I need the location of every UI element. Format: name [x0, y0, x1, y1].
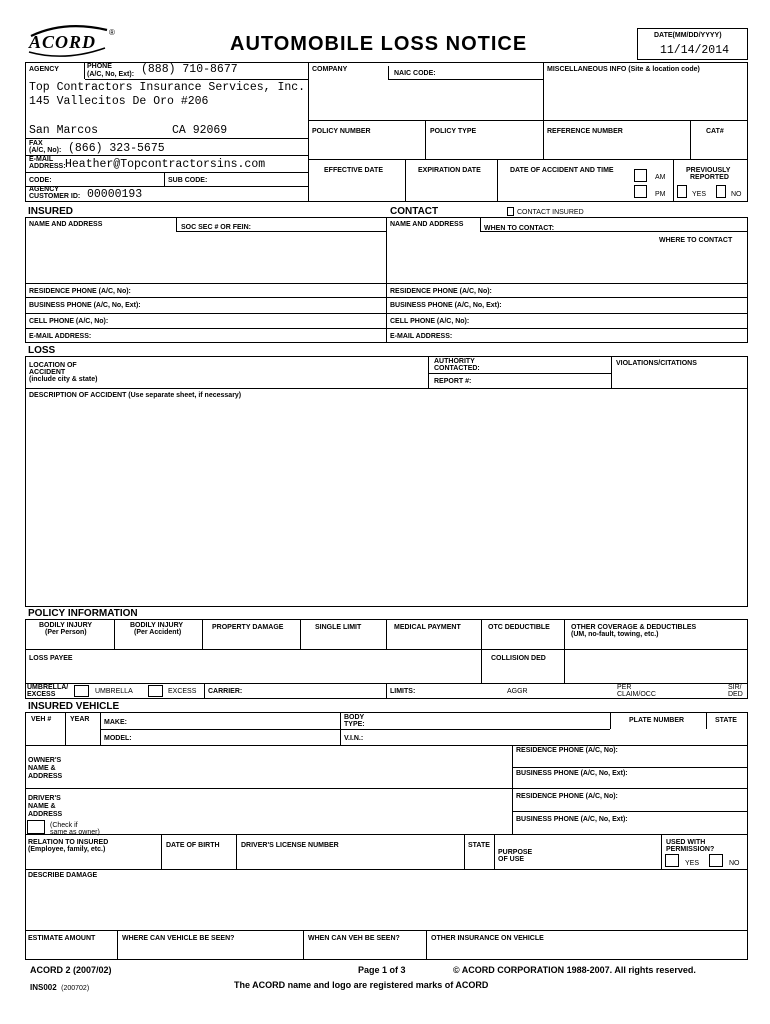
- umbrella-checkbox[interactable]: [74, 685, 89, 697]
- policy-type-label[interactable]: POLICY TYPE: [430, 128, 477, 135]
- permission-yes-label: YES: [685, 860, 700, 867]
- contact-insured-label: CONTACT INSURED: [517, 209, 584, 216]
- bi-person-label-1[interactable]: BODILY INJURY: [39, 622, 93, 629]
- agency-city[interactable]: San Marcos: [29, 124, 99, 137]
- bi-accident-label-2: (Per Accident): [134, 629, 182, 636]
- agency-phone[interactable]: (888) 710-8677: [141, 63, 238, 76]
- umbrella-label: UMBRELLA: [95, 688, 133, 695]
- owner-label-3: ADDRESS: [28, 773, 63, 780]
- medical-payment-label[interactable]: MEDICAL PAYMENT: [394, 624, 461, 631]
- insured-residence-phone-label[interactable]: RESIDENCE PHONE (A/C, No):: [29, 288, 131, 295]
- form-title: AUTOMOBILE LOSS NOTICE: [230, 33, 528, 55]
- contact-email-label[interactable]: E-MAIL ADDRESS:: [390, 333, 453, 340]
- agency-fax[interactable]: (866) 323-5675: [68, 142, 165, 155]
- policy-info-section-title: POLICY INFORMATION: [28, 608, 138, 619]
- owner-residence-phone-label[interactable]: RESIDENCE PHONE (A/C, No):: [516, 747, 618, 754]
- pm-label: PM: [655, 191, 666, 198]
- logo-text: ACORD: [29, 32, 97, 52]
- owner-label-1[interactable]: OWNER'S: [28, 757, 62, 764]
- vin-label[interactable]: V.I.N.:: [344, 735, 364, 742]
- insured-name-address-label[interactable]: NAME AND ADDRESS: [29, 221, 103, 228]
- agency-customer-id[interactable]: 00000193: [87, 188, 143, 201]
- insured-section-title: INSURED: [28, 206, 74, 217]
- expiration-date-label[interactable]: EXPIRATION DATE: [418, 167, 481, 174]
- body-type-label-1[interactable]: BODY: [344, 714, 365, 721]
- vehicle-section-title: INSURED VEHICLE: [28, 701, 120, 712]
- relation-label-2: (Employee, family, etc.): [28, 846, 106, 853]
- license-number-label[interactable]: DRIVER'S LICENSE NUMBER: [241, 842, 339, 849]
- fax-label-1: FAX: [29, 140, 43, 147]
- location-label-2: ACCIDENT: [29, 369, 66, 376]
- footer-trademark: The ACORD name and logo are registered marks of ACORD: [234, 980, 489, 990]
- sir-ded-label-2: DED: [728, 691, 743, 698]
- date-label: DATE(MM/DD/YYYY): [654, 32, 722, 39]
- location-label-3: (include city & state): [29, 376, 98, 383]
- used-with-label-2: PERMISSION?: [666, 846, 715, 853]
- agency-address[interactable]: 145 Vallecitos De Oro #206: [29, 95, 209, 108]
- body-type-label-2: TYPE:: [344, 721, 365, 728]
- contact-section-title: CONTACT: [390, 206, 439, 217]
- single-limit-label[interactable]: SINGLE LIMIT: [315, 624, 362, 631]
- footer-form-id: ACORD 2 (2007/02): [30, 965, 112, 975]
- agency-phone-label-2: (A/C, No, Ext):: [87, 71, 135, 78]
- when-seen-label[interactable]: WHEN CAN VEH BE SEEN?: [308, 935, 400, 942]
- effective-date-label[interactable]: EFFECTIVE DATE: [324, 167, 383, 174]
- same-as-owner-checkbox[interactable]: [27, 820, 45, 834]
- policy-number-label[interactable]: POLICY NUMBER: [312, 128, 371, 135]
- pm-checkbox[interactable]: [634, 185, 647, 198]
- estimate-amount-label[interactable]: ESTIMATE AMOUNT: [28, 935, 96, 942]
- location-label-1[interactable]: LOCATION OF: [29, 362, 77, 369]
- other-insurance-label[interactable]: OTHER INSURANCE ON VEHICLE: [431, 935, 544, 942]
- footer-ins-id: INS002: [30, 983, 57, 992]
- property-damage-label[interactable]: PROPERTY DAMAGE: [212, 624, 284, 631]
- date-field[interactable]: 11/14/2014: [660, 44, 730, 57]
- agency-phone-label-1: PHONE: [87, 63, 112, 70]
- footer-ins-code: [30, 977, 89, 995]
- when-to-contact-label[interactable]: WHEN TO CONTACT:: [484, 225, 555, 232]
- date-of-accident-label[interactable]: DATE OF ACCIDENT AND TIME: [510, 167, 614, 174]
- vehicle-box: [25, 712, 748, 960]
- misc-info-label: MISCELLANEOUS INFO (Site & location code): [547, 66, 700, 73]
- umbrella-excess-label-2: EXCESS: [27, 691, 56, 698]
- bi-person-label-2: (Per Person): [45, 629, 87, 636]
- am-label: AM: [655, 174, 666, 181]
- plate-number-label[interactable]: PLATE NUMBER: [629, 717, 685, 724]
- customer-id-label-1: AGENCY: [29, 186, 59, 193]
- email-label-2: ADDRESS:: [29, 163, 66, 170]
- contact-name-address-label[interactable]: NAME AND ADDRESS: [390, 221, 464, 228]
- contact-residence-phone-label[interactable]: RESIDENCE PHONE (A/C, No):: [390, 288, 492, 295]
- previously-reported-label-2: REPORTED: [690, 174, 729, 181]
- authority-label-2[interactable]: CONTACTED:: [434, 365, 480, 372]
- bi-accident-label-1[interactable]: BODILY INJURY: [130, 622, 184, 629]
- insured-cell-phone-label[interactable]: CELL PHONE (A/C, No):: [29, 318, 109, 325]
- description-label[interactable]: DESCRIPTION OF ACCIDENT (Use separate sheet, if necessary): [29, 392, 242, 399]
- logo-registered-mark: ®: [109, 28, 115, 37]
- footer-copyright: © ACORD CORPORATION 1988-2007. All rights reserved.: [453, 965, 696, 975]
- previously-no-label: NO: [731, 191, 742, 198]
- other-coverage-label-2: (UM, no-fault, towing, etc.): [571, 631, 659, 638]
- otc-deductible-label[interactable]: OTC DEDUCTIBLE: [488, 624, 550, 631]
- soc-sec-label[interactable]: SOC SEC # OR FEIN:: [181, 224, 252, 231]
- model-label[interactable]: MODEL:: [104, 735, 132, 742]
- company-label: COMPANY: [312, 66, 348, 73]
- collision-ded-label[interactable]: COLLISION DED: [491, 655, 546, 662]
- authority-label-1: AUTHORITY: [434, 358, 475, 365]
- cat-number-label[interactable]: CAT#: [706, 128, 724, 135]
- contact-cell-phone-label[interactable]: CELL PHONE (A/C, No):: [390, 318, 470, 325]
- violations-label[interactable]: VIOLATIONS/CITATIONS: [616, 360, 697, 367]
- previously-reported-label-1: PREVIOUSLY: [686, 167, 731, 174]
- reference-number-label[interactable]: REFERENCE NUMBER: [547, 128, 623, 135]
- subcode-label: SUB CODE:: [168, 177, 208, 184]
- previously-yes-checkbox[interactable]: [677, 185, 687, 198]
- where-to-contact-label[interactable]: WHERE TO CONTACT: [659, 237, 733, 244]
- where-seen-label[interactable]: WHERE CAN VEHICLE BE SEEN?: [122, 935, 235, 942]
- veh-number-label[interactable]: VEH #: [31, 716, 52, 723]
- acord-logo: [25, 22, 125, 58]
- insured-email-label[interactable]: E-MAIL ADDRESS:: [29, 333, 92, 340]
- agency-name[interactable]: Top Contractors Insurance Services, Inc.: [29, 81, 306, 94]
- driver-business-phone-label[interactable]: BUSINESS PHONE (A/C, No, Ext):: [516, 816, 628, 823]
- make-label[interactable]: MAKE:: [104, 719, 127, 726]
- previously-no-checkbox[interactable]: [716, 185, 726, 198]
- owner-business-phone-label[interactable]: BUSINESS PHONE (A/C, No, Ext):: [516, 770, 628, 777]
- carrier-label[interactable]: CARRIER:: [208, 688, 243, 695]
- driver-residence-phone-label[interactable]: RESIDENCE PHONE (A/C, No):: [516, 793, 618, 800]
- sir-ded-label-1: SIR/: [728, 684, 742, 691]
- loss-payee-label[interactable]: LOSS PAYEE: [29, 655, 73, 662]
- naic-code-label: NAIC CODE:: [394, 70, 436, 77]
- date-of-birth-label[interactable]: DATE OF BIRTH: [166, 842, 220, 849]
- limits-label[interactable]: LIMITS:: [390, 688, 416, 695]
- driver-label-3: ADDRESS: [28, 811, 63, 818]
- per-claim-label-1: PER: [617, 684, 632, 691]
- code-label: CODE:: [29, 177, 52, 184]
- per-claim-label-2: CLAIM/OCC: [617, 691, 656, 698]
- loss-section-title: LOSS: [28, 345, 56, 356]
- footer-ins-date: (200702): [61, 985, 90, 992]
- driver-label-2: NAME &: [28, 803, 56, 810]
- permission-no-label: NO: [729, 860, 740, 867]
- customer-id-label-2: CUSTOMER ID:: [29, 193, 81, 200]
- permission-no-checkbox[interactable]: [709, 854, 723, 867]
- driver-label-1[interactable]: DRIVER'S: [28, 795, 61, 802]
- agency-email[interactable]: Heather@Topcontractorsins.com: [65, 158, 266, 171]
- other-coverage-label-1[interactable]: OTHER COVERAGE & DEDUCTIBLES: [571, 624, 697, 631]
- describe-damage-label[interactable]: DESCRIBE DAMAGE: [28, 872, 98, 879]
- license-state-label[interactable]: STATE: [468, 842, 490, 849]
- permission-yes-checkbox[interactable]: [665, 854, 679, 867]
- umbrella-excess-label-1: UMBRELLA/: [27, 684, 69, 691]
- used-with-label-1: USED WITH: [666, 839, 706, 846]
- am-checkbox[interactable]: [634, 169, 647, 182]
- agency-label: AGENCY: [29, 66, 59, 73]
- fax-label-2: (A/C, No):: [29, 147, 62, 154]
- excess-label: EXCESS: [168, 688, 197, 695]
- same-as-owner-label-2: same as owner): [50, 829, 100, 836]
- excess-checkbox[interactable]: [148, 685, 163, 697]
- previously-yes-label: YES: [692, 191, 707, 198]
- email-label-1: E-MAIL: [29, 156, 54, 163]
- aggr-label: AGGR: [507, 688, 528, 695]
- footer-page: Page 1 of 3: [358, 965, 406, 975]
- same-as-owner-label-1: (Check if: [50, 822, 78, 829]
- plate-state-label[interactable]: STATE: [715, 717, 737, 724]
- report-number-label[interactable]: REPORT #:: [434, 378, 472, 385]
- contact-insured-checkbox[interactable]: [507, 207, 514, 216]
- insured-business-phone-label[interactable]: BUSINESS PHONE (A/C, No, Ext):: [29, 302, 141, 309]
- purpose-label-1[interactable]: PURPOSE: [498, 849, 533, 856]
- purpose-label-2: OF USE: [498, 856, 525, 863]
- agency-state-zip[interactable]: CA 92069: [172, 124, 228, 137]
- owner-label-2: NAME &: [28, 765, 56, 772]
- relation-label-1[interactable]: RELATION TO INSURED: [28, 839, 109, 846]
- year-label[interactable]: YEAR: [70, 716, 90, 723]
- contact-business-phone-label[interactable]: BUSINESS PHONE (A/C, No, Ext):: [390, 302, 502, 309]
